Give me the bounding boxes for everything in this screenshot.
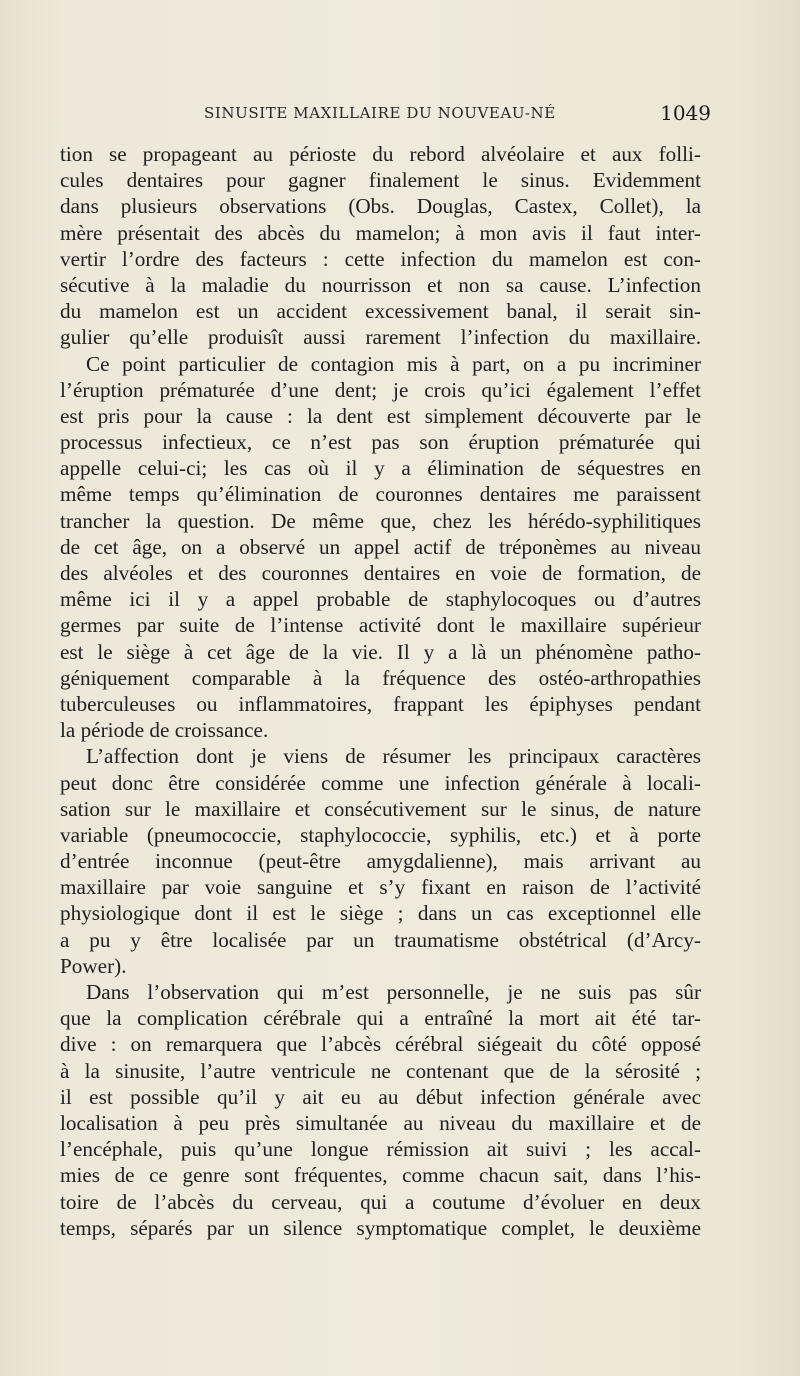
text-line: tion se propageant au périoste du rebord alvéolaire et aux folli-	[60, 142, 701, 166]
text-line: localisation à peu près simultanée au niveau du maxillaire et de	[60, 1110, 701, 1135]
text-line: temps, séparés par un silence symptomatique complet, le deuxième	[60, 1215, 701, 1240]
text-line: gulier qu’elle produisît aussi rarement l’infection du maxillaire.	[60, 325, 701, 350]
paragraph-start-line: L’affection dont je viens de résumer les principaux caractères	[86, 744, 701, 769]
text-line: dive : on remarquera que l’abcès cérébral siégeait du côté opposé	[60, 1032, 701, 1057]
text-line: est le siège à cet âge de la vie. Il y a là un phénomène patho-	[60, 639, 701, 664]
text-line: processus infectieux, ce n’est pas son éruption prématurée qui	[60, 430, 701, 455]
text-line: même temps qu’élimination de couronnes dentaires me paraissent	[60, 482, 701, 507]
text-line: sécutive à la maladie du nourrisson et non sa cause. L’infection	[60, 272, 701, 297]
text-line: tuberculeuses ou inflammatoires, frappant les épiphyses pendant	[60, 691, 701, 716]
body-text	[60, 141, 701, 1241]
paragraph-end-line: Power).	[60, 953, 127, 978]
text-line: maxillaire par voie sanguine et s’y fixant en raison de l’activité	[60, 875, 701, 900]
text-line: du mamelon est un accident excessivement banal, il serait sin-	[60, 299, 701, 324]
text-line: dans plusieurs observations (Obs. Douglas, Castex, Collet), la	[60, 194, 701, 219]
paragraph-start-line: Ce point particulier de contagion mis à part, on a pu incriminer	[86, 351, 701, 376]
text-line: cules dentaires pour gagner finalement le sinus. Evidemment	[60, 168, 701, 193]
text-line: appelle celui-ci; les cas où il y a élimination de séquestres en	[60, 456, 701, 481]
page-number: 1049	[660, 101, 711, 125]
text-line: germes par suite de l’intense activité dont le maxillaire supérieur	[60, 613, 701, 638]
text-line: trancher la question. De même que, chez les hérédo-syphilitiques	[60, 508, 701, 533]
text-line: peut donc être considérée comme une infection générale à locali-	[60, 770, 701, 795]
page-header	[60, 98, 710, 128]
text-line: est pris pour la cause : la dent est simplement découverte par le	[60, 403, 701, 428]
text-line: à la sinusite, l’autre ventricule ne contenant que de la sérosité ;	[60, 1058, 701, 1083]
running-title: SINUSITE MAXILLAIRE DU NOUVEAU-NÉ	[204, 104, 556, 122]
text-line: des alvéoles et des couronnes dentaires en voie de formation, de	[60, 561, 701, 585]
paragraph-end-line: la période de croissance.	[60, 718, 269, 743]
paragraph-start-line: Dans l’observation qui m’est personnelle, je ne suis pas sûr	[86, 980, 701, 1004]
text-line: sation sur le maxillaire et consécutivement sur le sinus, de nature	[60, 796, 701, 821]
text-line: même ici il y a appel probable de staphylocoques ou d’autres	[60, 587, 701, 612]
text-line: a pu y être localisée par un traumatisme obstétrical (d’Arcy-	[60, 927, 701, 952]
text-line: géniquement comparable à la fréquence des ostéo-arthropathies	[60, 665, 701, 690]
text-line: toire de l’abcès du cerveau, qui a coutume d’évoluer en deux	[60, 1189, 701, 1214]
text-line: l’encéphale, puis qu’une longue rémission ait suivi ; les accal-	[60, 1137, 701, 1162]
text-line: de cet âge, on a observé un appel actif de tréponèmes au niveau	[60, 534, 701, 559]
text-line: mère présentait des abcès du mamelon; à mon avis il faut inter-	[60, 220, 701, 245]
text-line: l’éruption prématurée d’une dent; je crois qu’ici également l’effet	[60, 377, 701, 402]
text-line: mies de ce genre sont fréquentes, comme chacun sait, dans l’his-	[60, 1163, 701, 1188]
text-line: d’entrée inconnue (peut-être amygdalienne), mais arrivant au	[60, 849, 701, 874]
text-line: physiologique dont il est le siège ; dans un cas exceptionnel elle	[60, 901, 701, 926]
text-line: que la complication cérébrale qui a entraîné la mort ait été tar-	[60, 1006, 701, 1031]
text-line: il est possible qu’il y ait eu au début infection générale avec	[60, 1084, 701, 1109]
text-line: variable (pneumococcie, staphylococcie, syphilis, etc.) et à porte	[60, 822, 701, 847]
text-line: vertir l’ordre des facteurs : cette infection du mamelon est con-	[60, 246, 701, 271]
